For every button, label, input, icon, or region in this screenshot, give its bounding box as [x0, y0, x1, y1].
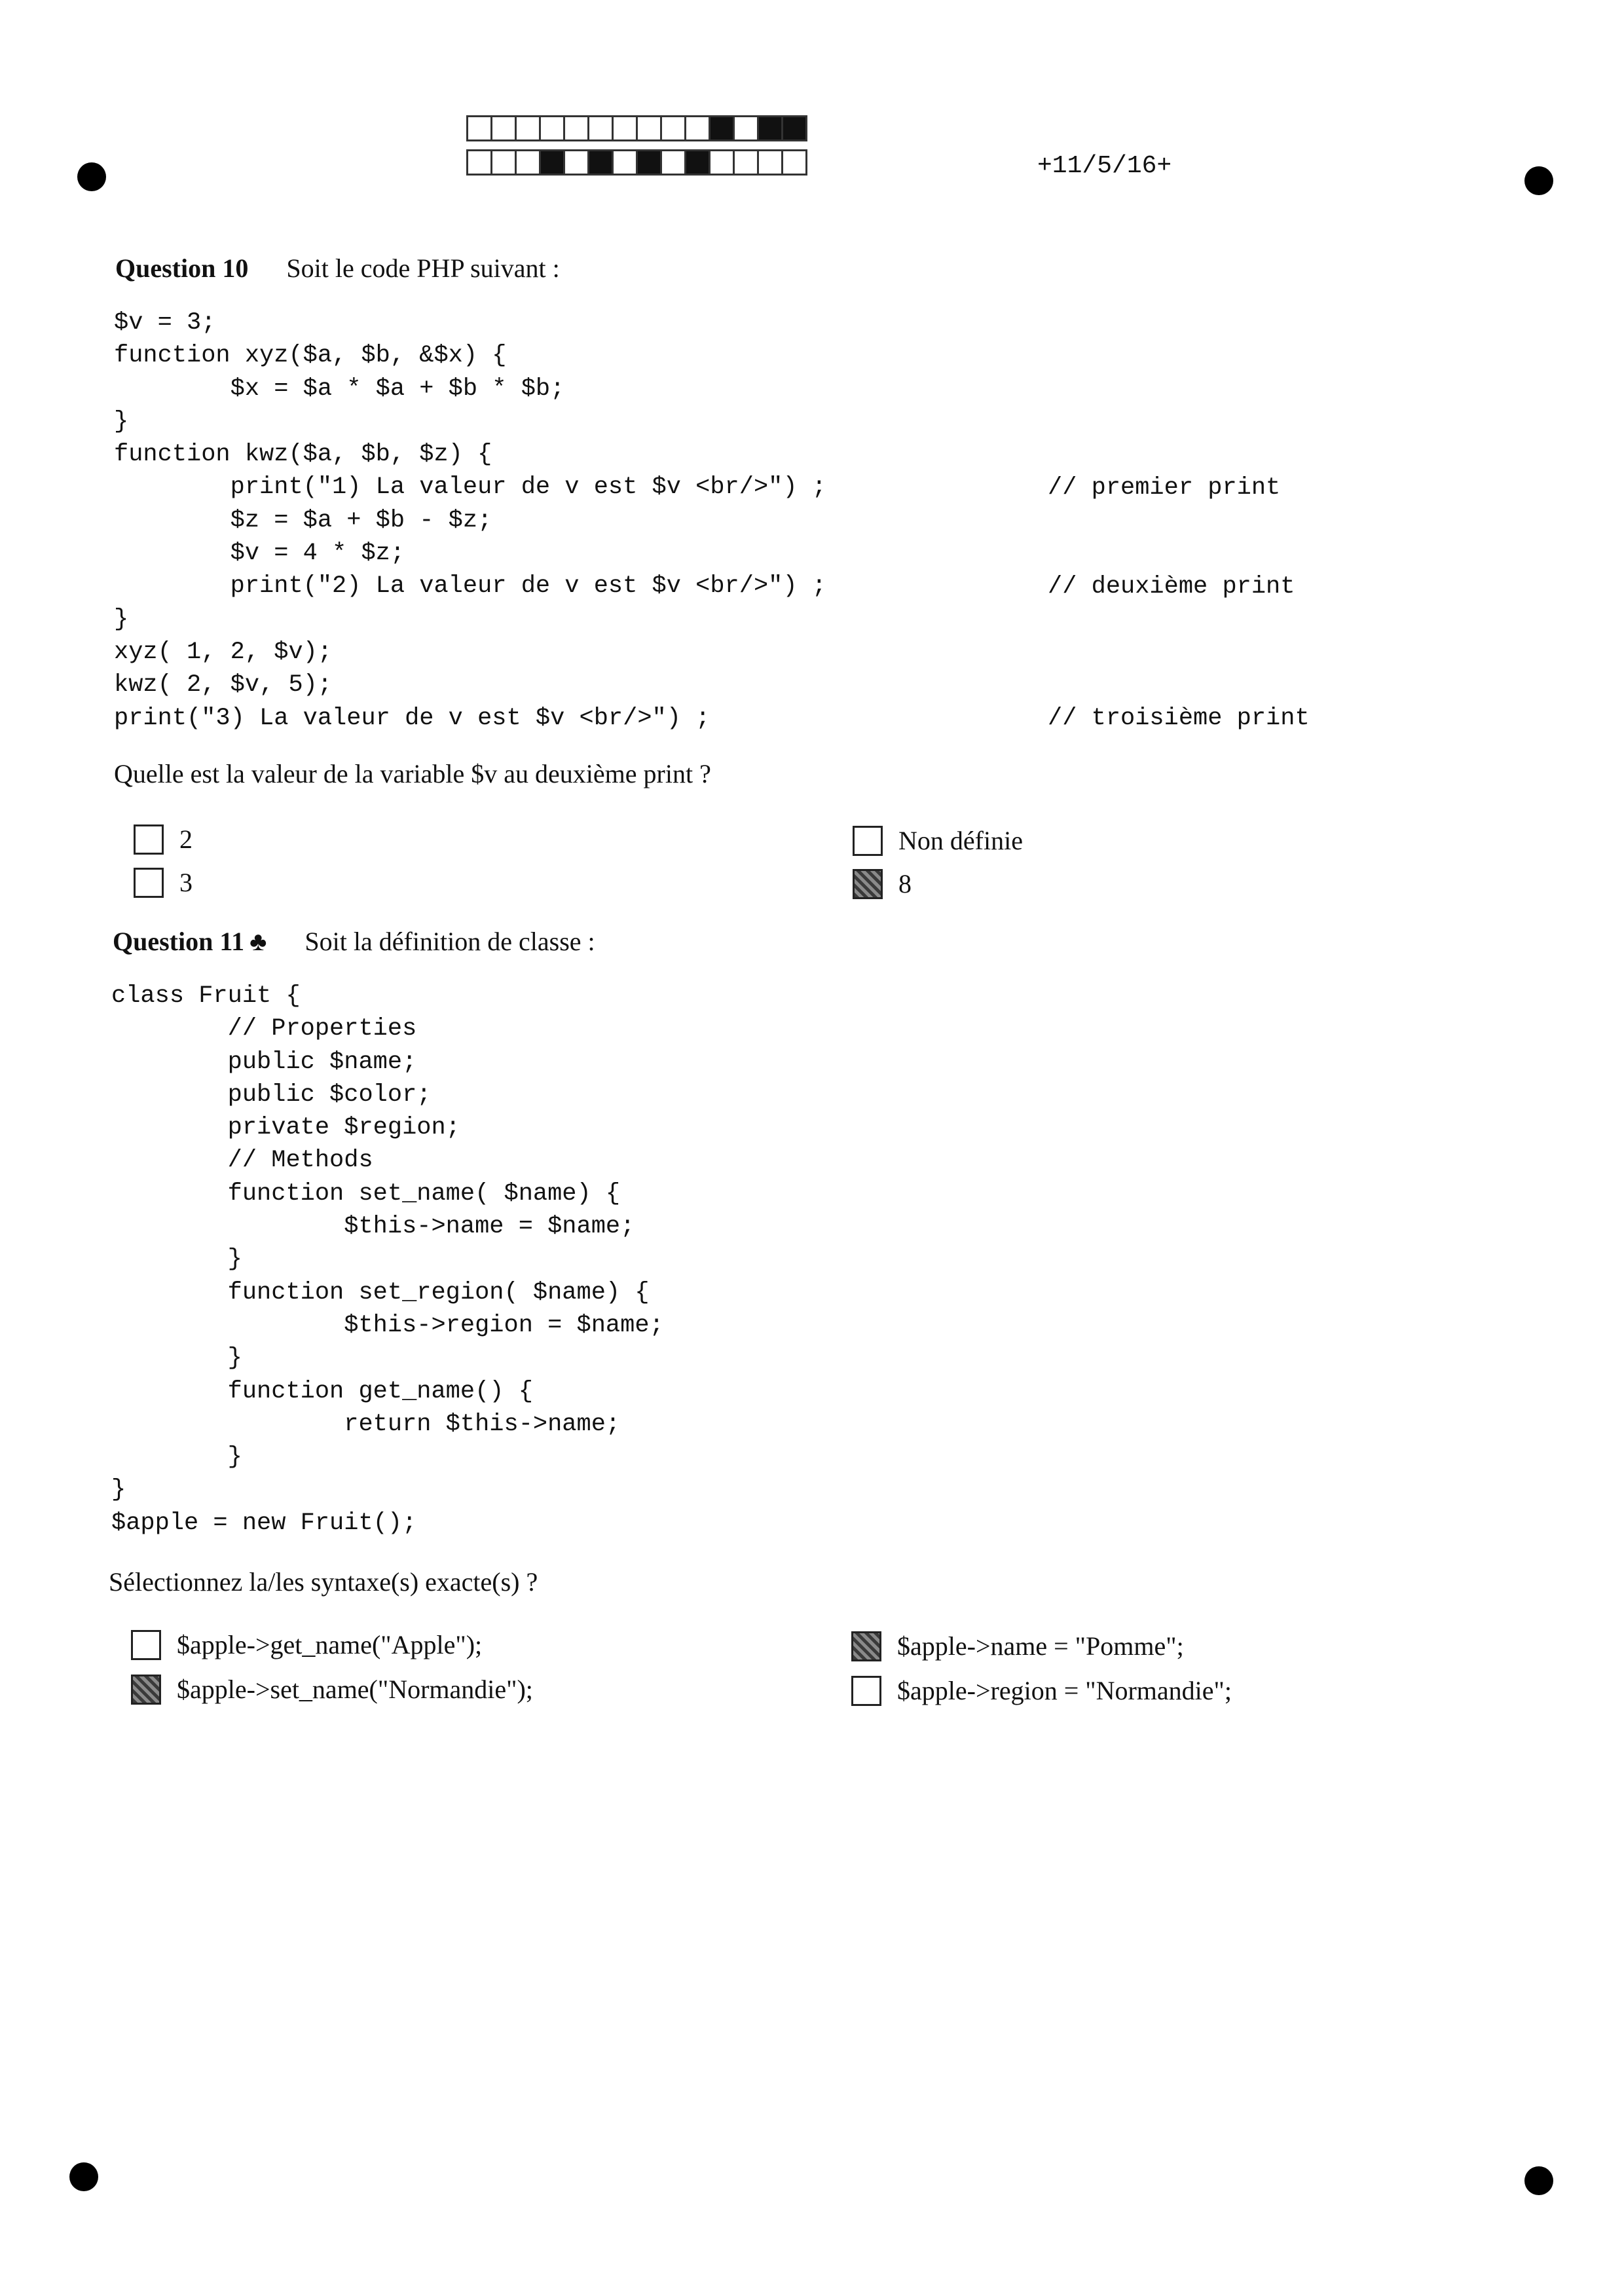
barcode-cell-empty [660, 149, 686, 176]
checkbox-checked[interactable] [851, 1631, 881, 1661]
barcode-cell-empty [490, 149, 517, 176]
barcode-cell-empty [612, 115, 638, 141]
question-intro: Soit le code PHP suivant : [286, 253, 560, 283]
code-line: // Properties [111, 1015, 417, 1043]
option-label: $apple->region = "Normandie"; [897, 1676, 1232, 1705]
registration-dot-top-right [1524, 166, 1553, 195]
code-line: private $region; [111, 1114, 460, 1142]
code-line: } [111, 1344, 242, 1373]
checkbox-checked[interactable] [853, 869, 883, 899]
barcode-cell-filled [757, 115, 783, 141]
code-line: $v = 4 * $z; [114, 540, 405, 568]
option-label: $apple->get_name("Apple"); [177, 1630, 483, 1659]
code-line: function kwz($a, $b, $z) { [114, 441, 492, 469]
checkbox-checked[interactable] [131, 1675, 161, 1705]
code-line: } [111, 1246, 242, 1274]
question-10-heading [115, 253, 560, 284]
code-line: function set_name( $name) { [111, 1179, 621, 1208]
barcode-cell-filled [636, 149, 662, 176]
comment-troisieme-print: // troisième print [1048, 705, 1310, 732]
answer-option[interactable] [851, 1675, 1232, 1706]
code-line: function get_name() { [111, 1377, 533, 1405]
code-line: print("2) La valeur de v est $v <br/>") ; [114, 572, 826, 601]
checkbox[interactable] [851, 1676, 881, 1706]
code-line: public $name; [111, 1048, 417, 1076]
checkbox[interactable] [131, 1630, 161, 1660]
barcode-cell-empty [781, 149, 807, 176]
barcode-cell-empty [563, 149, 589, 176]
barcode-cell-empty [466, 115, 492, 141]
class-code-block [111, 980, 664, 1540]
option-label: 8 [898, 869, 912, 898]
answer-option[interactable] [853, 868, 912, 899]
question-11-prompt: Sélectionnez la/les syntaxe(s) exacte(s) ? [109, 1567, 538, 1597]
answer-option[interactable] [134, 824, 193, 855]
option-label: 2 [179, 824, 193, 854]
option-label: $apple->name = "Pomme"; [897, 1631, 1184, 1661]
barcode-cell-filled [539, 149, 565, 176]
checkbox[interactable] [134, 868, 164, 898]
answer-option[interactable] [134, 867, 193, 898]
question-11-heading [113, 926, 595, 957]
code-line: function xyz($a, $b, &$x) { [114, 342, 507, 370]
barcode-row-bottom [466, 149, 805, 176]
barcode-cell-empty [612, 149, 638, 176]
option-label: Non définie [898, 826, 1023, 855]
barcode-cell-empty [733, 115, 759, 141]
code-line: class Fruit { [111, 982, 301, 1010]
barcode-cell-filled [781, 115, 807, 141]
answer-option[interactable] [851, 1631, 1184, 1661]
question-number: Question 10 [115, 253, 249, 283]
code-line: } [114, 605, 129, 633]
barcode-cell-filled [587, 149, 614, 176]
code-line: $this->region = $name; [111, 1311, 664, 1339]
barcode-cell-filled [709, 115, 735, 141]
answer-option[interactable] [131, 1674, 533, 1705]
barcode-cell-empty [660, 115, 686, 141]
barcode-cell-empty [539, 115, 565, 141]
code-line: } [111, 1443, 242, 1472]
code-line: } [111, 1476, 126, 1504]
code-line: $this->name = $name; [111, 1213, 635, 1241]
club-icon: ♣ [249, 927, 267, 956]
code-line: print("3) La valeur de v est $v <br/>") ; [114, 704, 710, 732]
code-line: $apple = new Fruit(); [111, 1509, 417, 1537]
barcode-cell-empty [587, 115, 614, 141]
barcode-row-top [466, 115, 805, 141]
registration-dot-bottom-left [69, 2162, 98, 2191]
barcode-cell-empty [684, 115, 710, 141]
barcode-cell-empty [563, 115, 589, 141]
code-line: kwz( 2, $v, 5); [114, 671, 333, 699]
barcode-cell-empty [490, 115, 517, 141]
code-line: // Methods [111, 1147, 373, 1175]
barcode-cell-empty [757, 149, 783, 176]
registration-dot-bottom-right [1524, 2166, 1553, 2195]
checkbox[interactable] [853, 826, 883, 856]
barcode-cell-empty [466, 149, 492, 176]
barcode-cell-empty [709, 149, 735, 176]
code-line: $v = 3; [114, 309, 216, 337]
comment-premier-print: // premier print [1048, 474, 1281, 502]
question-10-prompt: Quelle est la valeur de la variable $v au deuxième print ? [114, 759, 711, 788]
checkbox[interactable] [134, 824, 164, 855]
code-line: function set_region( $name) { [111, 1278, 650, 1306]
barcode-cell-empty [515, 149, 541, 176]
code-line: xyz( 1, 2, $v); [114, 638, 333, 666]
code-line: $z = $a + $b - $z; [114, 506, 492, 534]
question-number: Question 11 ♣ [113, 927, 267, 956]
code-line: $x = $a * $a + $b * $b; [114, 375, 565, 403]
php-code-block [114, 306, 826, 735]
barcode-cell-empty [515, 115, 541, 141]
answer-option[interactable] [853, 825, 1023, 856]
question-intro: Soit la définition de classe : [304, 927, 595, 956]
barcode-cell-filled [684, 149, 710, 176]
answer-option[interactable] [131, 1629, 482, 1660]
option-label: $apple->set_name("Normandie"); [177, 1675, 533, 1704]
comment-deuxieme-print: // deuxième print [1048, 573, 1295, 601]
code-line: print("1) La valeur de v est $v <br/>") ; [114, 473, 826, 502]
barcode-cell-empty [636, 115, 662, 141]
code-line: } [114, 407, 129, 435]
option-label: 3 [179, 868, 193, 897]
barcode-cell-empty [733, 149, 759, 176]
registration-dot-top-left [77, 162, 106, 191]
page-code: +11/5/16+ [1037, 152, 1172, 180]
code-line: return $this->name; [111, 1410, 621, 1438]
code-line: public $color; [111, 1081, 432, 1109]
